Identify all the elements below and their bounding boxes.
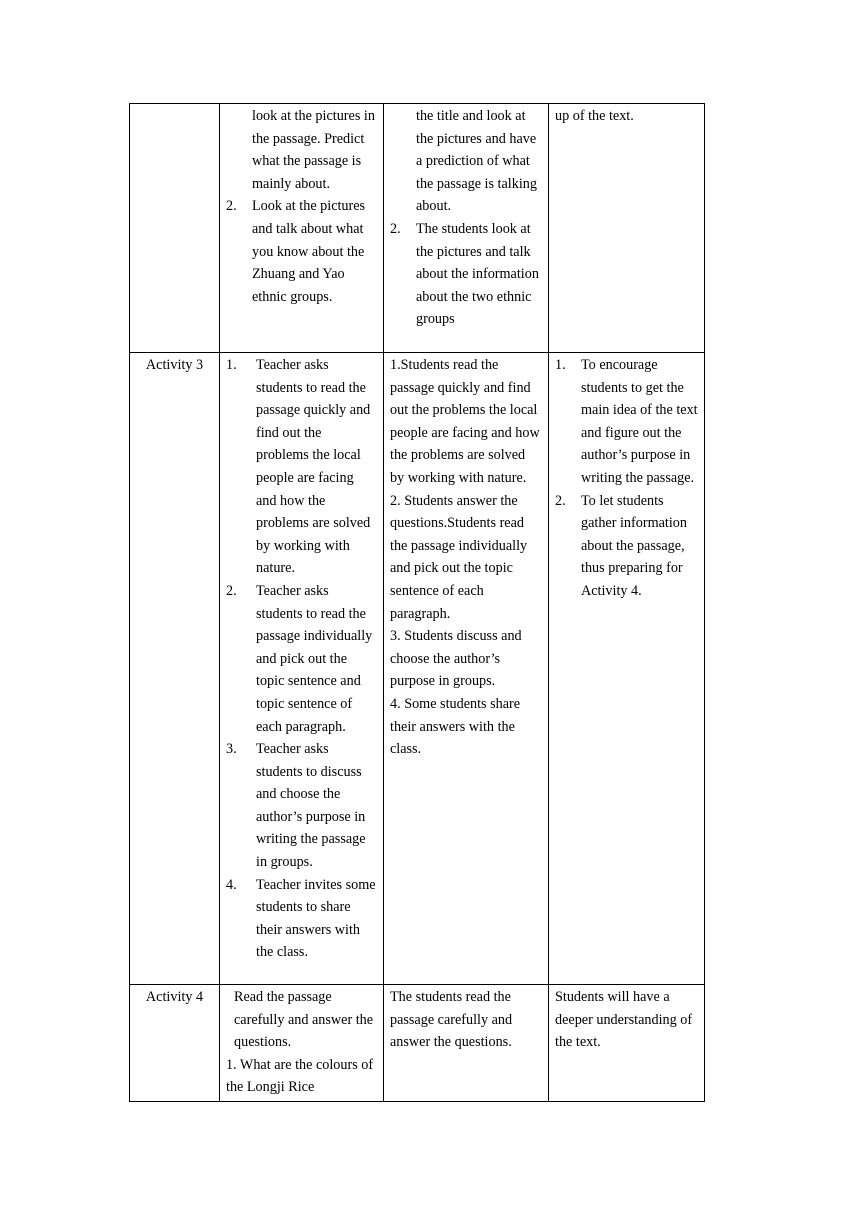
list-item: 2. Teacher asks students to read the passage individually and pick out the topic sentence and topic sentence of each paragraph.: [226, 582, 373, 735]
table-row-activity-4: [130, 985, 705, 1102]
table-row-continued: [130, 104, 705, 353]
student-activity-cell: [384, 104, 549, 353]
student-activity-cell: [384, 353, 549, 985]
purpose-cell: Students will have a deeper understanding of the text.: [549, 985, 705, 1102]
activity-label: Activity 4: [130, 985, 220, 1102]
lesson-plan-table: [129, 103, 705, 1102]
purpose-cell: up of the text.: [549, 104, 705, 353]
student-step: 4. Some students share their answers with the class.: [390, 695, 521, 758]
student-step: 1.Students read the passage quickly and find out the problems the local people are facing and how the problems are solved by working with nature.: [390, 357, 540, 486]
list-item: 2. To let students gather information about the passage, thus preparing for Activity 4.: [555, 492, 687, 599]
student-activity-cell: The students read the passage carefully and answer the questions.: [384, 985, 549, 1102]
list-item: 2. Look at the pictures and talk about what you know about the Zhuang and Yao ethnic groups.: [226, 198, 366, 305]
list-item: 2. The students look at the pictures and talk about the information about the two ethnic groups: [390, 220, 539, 328]
list-item: the title and look at the pictures and have a prediction of what the passage is talking about.: [416, 108, 537, 215]
list-item: 3. Teacher asks students to discuss and choose the author’s purpose in writing the passage in groups.: [226, 741, 366, 871]
teacher-activity-cell: [220, 353, 384, 985]
teacher-intro: Read the passage carefully and answer the questions.: [234, 989, 374, 1051]
teacher-activity-cell: [220, 985, 384, 1102]
student-step: 2. Students answer the questions.Students read the passage individually and pick out the topic sentence of each paragraph.: [390, 492, 528, 622]
student-step: 3. Students discuss and choose the author’s purpose in groups.: [390, 628, 522, 690]
teacher-activity-cell: [220, 104, 384, 353]
list-item: 4. Teacher invites some students to share their answers with the class.: [226, 876, 376, 961]
teacher-question: 1. What are the colours of the Longji Rice: [226, 1056, 374, 1096]
purpose-cell: [549, 353, 705, 985]
list-item: 1. To encourage students to get the main idea of the text and figure out the author’s purpose in writing the passage.: [555, 357, 698, 486]
list-item: 1. Teacher asks students to read the passage quickly and find out the problems the local people are facing and how the problems are solved by working with nature.: [226, 357, 371, 577]
activity-label: Activity 3: [130, 353, 220, 985]
table-row-activity-3: [130, 353, 705, 985]
list-item: look at the pictures in the passage. Predict what the passage is mainly about.: [252, 108, 375, 192]
activity-cell: [130, 104, 220, 353]
